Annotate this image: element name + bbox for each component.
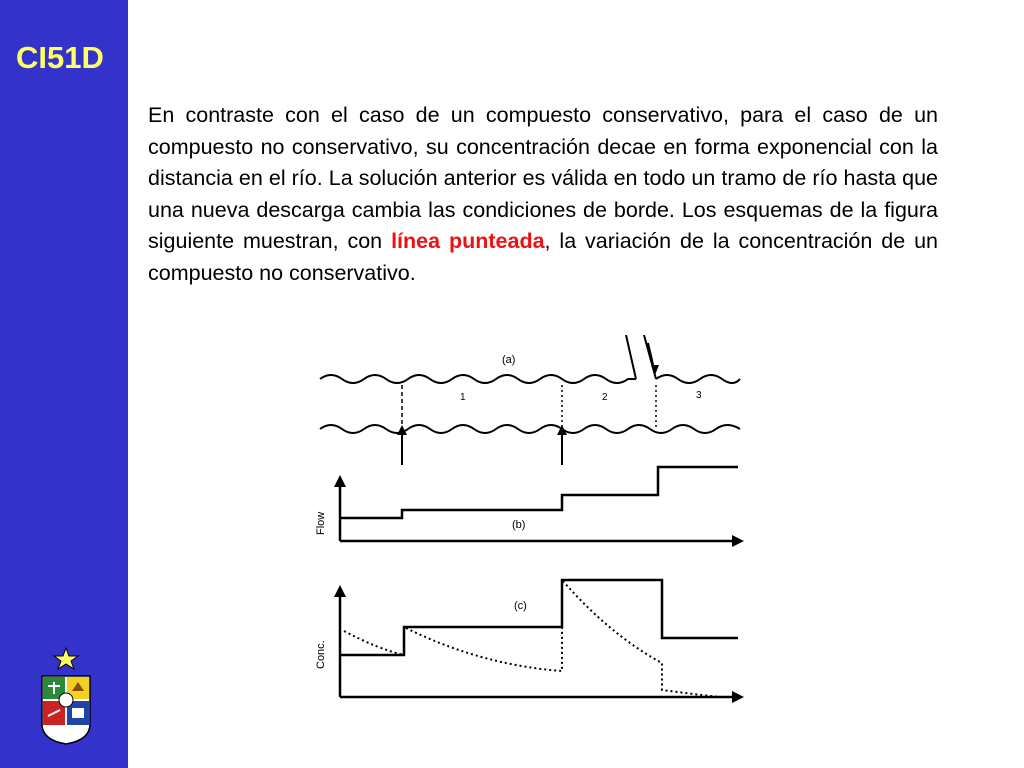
conc-axis-label: Conc. [315, 640, 327, 669]
panel-b-label: (b) [512, 519, 526, 531]
river-bank-top [320, 375, 740, 383]
university-emblem [36, 646, 96, 748]
reach-label-2: 2 [602, 392, 608, 403]
panel-a-label: (a) [502, 354, 516, 366]
panel-a [320, 335, 740, 465]
body-text-start: En contraste con el caso de un compuesto conservativo, para el caso de un compuesto no conservativo, su concentración decae en forma exponencial con la distancia en el río. La solución anterior es válida en todo un tramo de río hasta que una nueva descarga cambia las condiciones de borde. Los esquemas de la figura siguiente muestran, con [148, 103, 938, 253]
star-icon [54, 648, 78, 669]
flow-step-line [340, 467, 738, 518]
panel-c-label: (c) [514, 600, 527, 612]
river-bank-bottom [320, 425, 740, 433]
panel-c [334, 580, 744, 703]
course-code-title: CI51D [16, 40, 104, 75]
body-paragraph [148, 100, 938, 289]
panel-b [334, 467, 744, 547]
reach-label-1: 1 [460, 392, 466, 403]
river-diagram [300, 335, 750, 705]
highlighted-phrase: línea punteada [391, 229, 545, 253]
body-text-end: , la variación de la concentración de un compuesto no conservativo. [148, 229, 938, 285]
conservative-conc-line [340, 580, 738, 655]
sidebar [0, 0, 128, 768]
flow-axis-label: Flow [315, 511, 327, 535]
reach-label-3: 3 [696, 390, 702, 401]
